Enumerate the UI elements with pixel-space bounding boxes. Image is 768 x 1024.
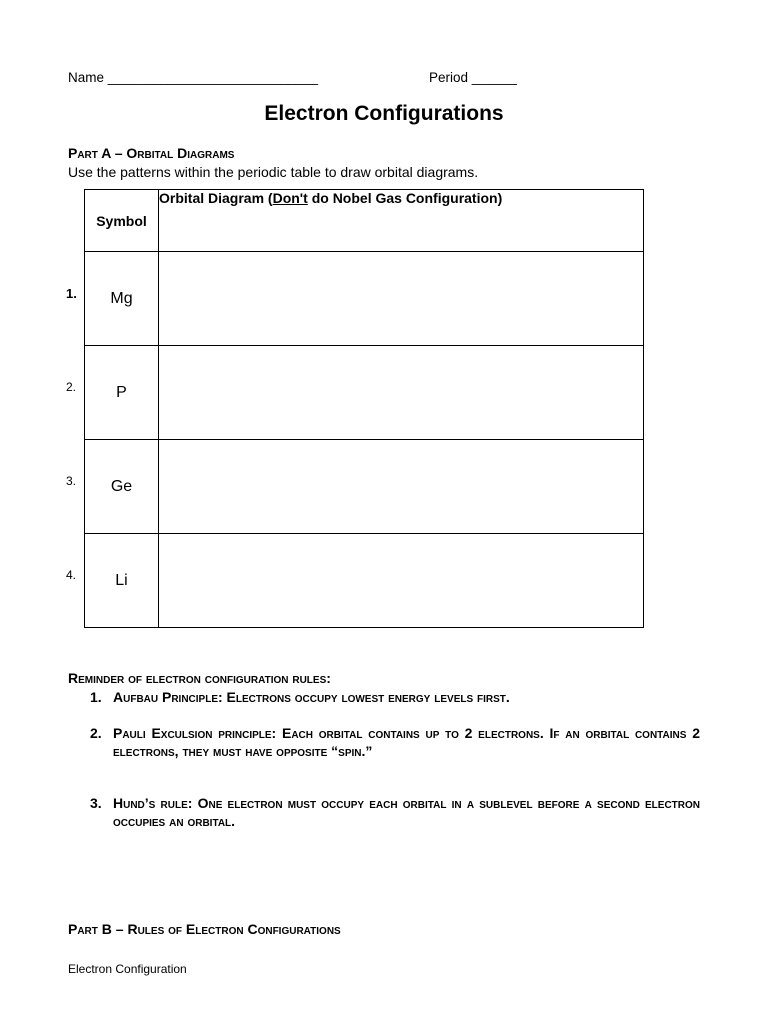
symbol-cell: Mg: [85, 252, 159, 346]
page-title: Electron Configurations: [264, 102, 504, 125]
rule-text: Aufbau Principle: Electrons occupy lowest energy levels first.: [113, 689, 510, 705]
table-header-row: [85, 190, 644, 252]
orbital-diagram-cell[interactable]: [159, 534, 644, 628]
row-number: 1.: [66, 286, 77, 301]
list-item: [90, 688, 700, 706]
row-number: 4.: [66, 568, 77, 582]
name-label: Name: [68, 70, 105, 85]
diagram-header-post: do Nobel Gas Configuration): [307, 190, 503, 206]
part-a-instructions: Use the patterns within the periodic table to draw orbital diagrams.: [68, 164, 479, 180]
list-item: [90, 794, 700, 830]
list-item: [90, 724, 700, 760]
name-field[interactable]: [68, 70, 318, 85]
period-blank[interactable]: ______: [471, 70, 517, 85]
row-number: 3.: [66, 474, 77, 488]
period-label: Period: [429, 70, 469, 85]
rules-list: [90, 688, 700, 830]
diagram-header-pre: Orbital Diagram (: [159, 190, 273, 206]
part-b-subheading: Electron Configuration: [68, 962, 187, 976]
rule-number: 1.: [90, 689, 102, 705]
name-blank[interactable]: ____________________________: [107, 70, 319, 85]
rule-text: Pauli Exculsion principle: Each orbital contains up to 2 electrons. If an orbital contains 2 electrons, they must have opposite “spin.”: [113, 725, 700, 759]
orbital-diagram-cell[interactable]: [159, 346, 644, 440]
period-field[interactable]: [429, 70, 517, 85]
symbol-cell: Ge: [85, 440, 159, 534]
symbol-column-header: Symbol: [85, 190, 159, 252]
table-row: [85, 346, 644, 440]
orbital-diagram-cell[interactable]: [159, 440, 644, 534]
rule-text: Hund’s rule: One electron must occupy each orbital in a sublevel before a second electron occupies an orbital.: [113, 795, 700, 829]
rule-number: 3.: [90, 795, 102, 811]
symbol-cell: Li: [85, 534, 159, 628]
table-row: [85, 534, 644, 628]
table-row: [85, 440, 644, 534]
rules-heading: Reminder of electron configuration rules:: [68, 670, 331, 686]
orbital-diagram-table: [84, 189, 644, 628]
table-row: [85, 252, 644, 346]
orbital-diagram-cell[interactable]: [159, 252, 644, 346]
part-b-heading: Part B – Rules of Electron Configurations: [68, 921, 341, 937]
part-a-heading: Part A – Orbital Diagrams: [68, 145, 235, 161]
diagram-header-underlined: Don't: [272, 190, 308, 206]
row-number: 2.: [66, 380, 77, 394]
rule-number: 2.: [90, 725, 102, 741]
symbol-cell: P: [85, 346, 159, 440]
diagram-column-header: [159, 190, 644, 252]
